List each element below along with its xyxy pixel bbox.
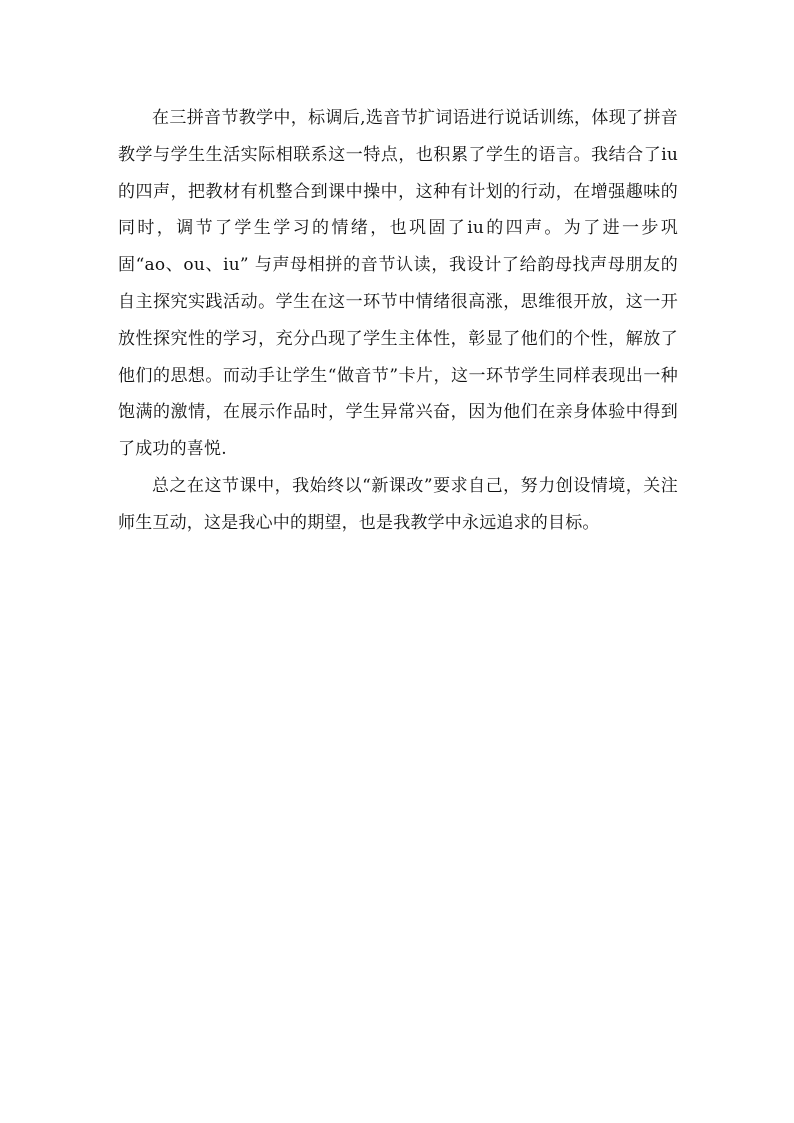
paragraph-1: 在三拼音节教学中，标调后,选音节扩词语进行说话训练，体现了拼音教学与学生生活实际相联系这一特点，也积累了学生的语言。我结合了iu的四声，把教材有机整合到课中操中，这种有计划的行动，在增强趣味的同时，调节了学生学习的情绪，也巩固了iu的四声。为了进一步巩固“ao、ou、iu” 与声母相拼的音节认读，我设计了给韵母找声母朋友的自主探究实践活动。学生在这一环节中情绪很高涨，思维很开放，这一开放性探究性的学习，充分凸现了学生主体性，彰显了他们的个性，解放了他们的思想。而动手让学生“做音节”卡片，这一环节学生同样表现出一种饱满的激情，在展示作品时，学生异常兴奋，因为他们在亲身体验中得到了成功的喜悦.: [118, 108, 678, 460]
paragraph-2: 总之在这节课中，我始终以“新课改”要求自己，努力创设情境，关注师生互动，这是我心中的期望，也是我教学中永远追求的目标。: [118, 475, 678, 533]
document-body: [118, 100, 678, 542]
